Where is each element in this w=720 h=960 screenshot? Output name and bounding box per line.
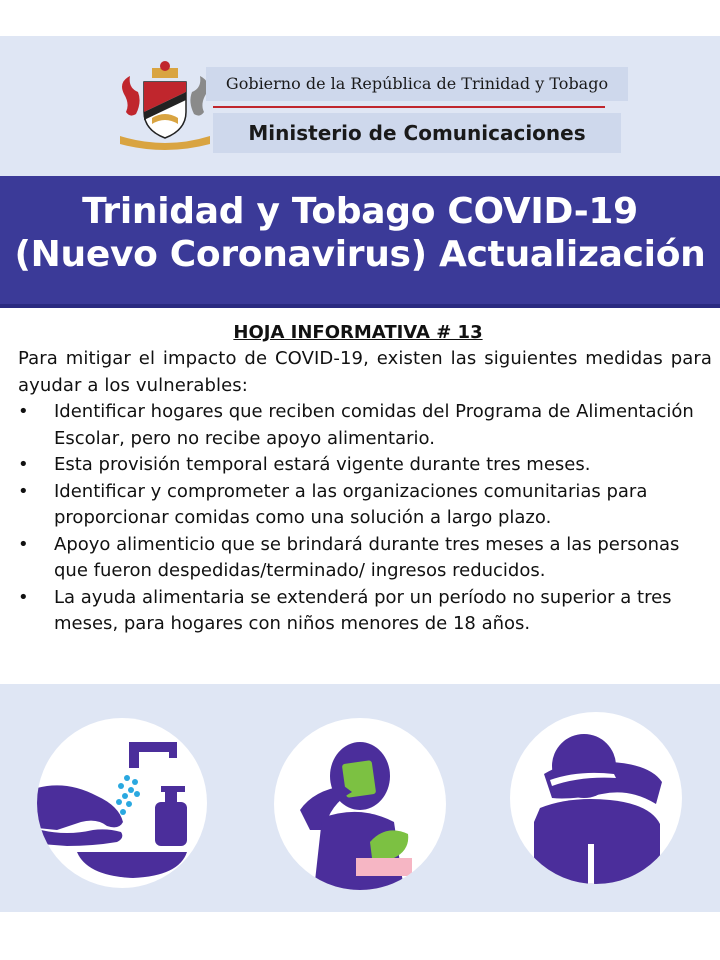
bullet-icon: • <box>18 586 29 608</box>
measure-text: Esta provisión temporal estará vigente durante tres meses. <box>54 454 591 475</box>
sneeze-into-elbow-icon <box>510 712 682 884</box>
header-divider <box>213 106 605 108</box>
fact-sheet-intro: Para mitigar el impacto de COVID-19, existen las siguientes medidas para ayudar a los vulnerables: <box>18 348 712 396</box>
list-item <box>18 399 712 452</box>
cover-cough-tissue-icon <box>274 718 446 890</box>
bullet-icon: • <box>18 401 29 422</box>
government-name: Gobierno de la República de Trinidad y Tobago <box>206 67 628 101</box>
title-line-2: (Nuevo Coronavirus) Actualización <box>14 234 706 276</box>
measures-list <box>18 399 712 638</box>
coat-of-arms-icon <box>116 58 214 150</box>
list-item <box>18 532 712 585</box>
fact-sheet-heading: HOJA INFORMATIVA # 13 <box>233 322 483 343</box>
bullet-icon: • <box>18 454 29 475</box>
measure-text: Identificar hogares que reciben comidas del Programa de Alimentación Escolar, pero no recibe apoyo alimentario. <box>54 401 694 449</box>
bullet-icon: • <box>18 533 29 555</box>
measure-text: Identificar y comprometer a las organizaciones comunitarias para proporcionar comidas como una solución a largo plazo. <box>54 480 648 528</box>
title-line-1: Trinidad y Tobago COVID-19 <box>82 191 638 232</box>
measure-text: Apoyo alimenticio que se brindará durante tres meses a las personas que fueron despedidas/terminado/ ingresos reducidos. <box>54 533 680 581</box>
bullet-icon: • <box>18 480 29 502</box>
fact-sheet <box>18 320 712 638</box>
ministry-name: Ministerio de Comunicaciones <box>213 113 621 153</box>
hand-washing-icon <box>37 718 207 888</box>
measure-text: La ayuda alimentaria se extenderá por un período no superior a tres meses, para hogares con niños menores de 18 años. <box>54 586 672 634</box>
list-item <box>18 452 712 479</box>
list-item <box>18 479 712 532</box>
list-item <box>18 585 712 638</box>
title-banner <box>0 176 720 308</box>
